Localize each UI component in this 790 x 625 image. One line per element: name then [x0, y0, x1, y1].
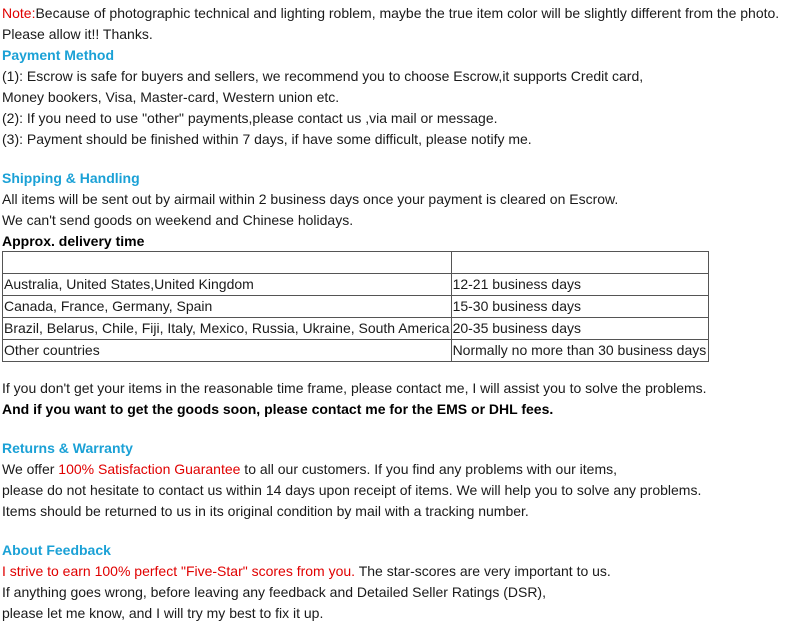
- shipping-after-line-2: And if you want to get the goods soon, please contact me for the EMS or DHL fees.: [2, 401, 554, 417]
- table-row: [3, 252, 709, 274]
- region-cell: Canada, France, Germany, Spain: [3, 296, 452, 318]
- delivery-time-table: [2, 251, 709, 362]
- feedback-heading: About Feedback: [2, 542, 111, 558]
- note-label: Note:: [2, 5, 36, 21]
- region-cell: Other countries: [3, 340, 452, 362]
- table-row: [3, 296, 709, 318]
- delivery-time-title: Approx. delivery time: [2, 233, 145, 249]
- satisfaction-guarantee: 100% Satisfaction Guarantee: [58, 461, 241, 477]
- returns-line-2: please do not hesitate to contact us within 14 days upon receipt of items. We will help you to solve any problems.: [2, 482, 702, 498]
- feedback-line-1: [2, 562, 611, 580]
- payment-line-2: Money bookers, Visa, Master-card, Western union etc.: [2, 89, 340, 105]
- payment-line-3: (2): If you need to use "other" payments,please contact us ,via mail or message.: [2, 110, 498, 126]
- five-star-note: I strive to earn 100% perfect "Five-Star" scores from you.: [2, 563, 356, 579]
- shipping-heading: Shipping & Handling: [2, 170, 140, 186]
- table-row: [3, 274, 709, 296]
- time-cell: 12-21 business days: [451, 274, 708, 296]
- note-text: Because of photographic technical and lighting roblem, maybe the true item color will be slightly different from the photo.: [35, 5, 780, 21]
- region-cell: Brazil, Belarus, Chile, Fiji, Italy, Mexico, Russia, Ukraine, South America: [3, 318, 452, 340]
- returns-line-1: [2, 460, 617, 478]
- shipping-line-1: All items will be sent out by airmail within 2 business days once your payment is cleared on Escrow.: [2, 191, 619, 207]
- time-cell: Normally no more than 30 business days: [451, 340, 708, 362]
- returns-heading: Returns & Warranty: [2, 440, 133, 456]
- note-line-2: Please allow it!! Thanks.: [2, 26, 153, 42]
- feedback-line-2: If anything goes wrong, before leaving any feedback and Detailed Seller Ratings (DSR),: [2, 584, 546, 600]
- payment-heading: Payment Method: [2, 47, 115, 63]
- shipping-after-line-1: If you don't get your items in the reasonable time frame, please contact me, I will assist you to solve the problems.: [2, 380, 707, 396]
- table-row: [3, 318, 709, 340]
- feedback-line-3: please let me know, and I will try my best to fix it up.: [2, 605, 324, 621]
- shipping-line-2: We can't send goods on weekend and Chinese holidays.: [2, 212, 354, 228]
- returns-line-1-pre: We offer: [2, 461, 59, 477]
- returns-line-1-post: to all our customers. If you find any problems with our items,: [240, 461, 618, 477]
- returns-line-3: Items should be returned to us in its original condition by mail with a tracking number.: [2, 503, 529, 519]
- region-cell: [3, 252, 452, 274]
- table-row: [3, 340, 709, 362]
- time-cell: 15-30 business days: [451, 296, 708, 318]
- time-cell: [451, 252, 708, 274]
- time-cell: 20-35 business days: [451, 318, 708, 340]
- payment-line-1: (1): Escrow is safe for buyers and sellers, we recommend you to choose Escrow,it supports Credit card,: [2, 68, 644, 84]
- payment-line-4: (3): Payment should be finished within 7 days, if have some difficult, please notify me.: [2, 131, 532, 147]
- note-line: [2, 4, 779, 22]
- region-cell: Australia, United States,United Kingdom: [3, 274, 452, 296]
- feedback-line-1-post: The star-scores are very important to us.: [355, 563, 611, 579]
